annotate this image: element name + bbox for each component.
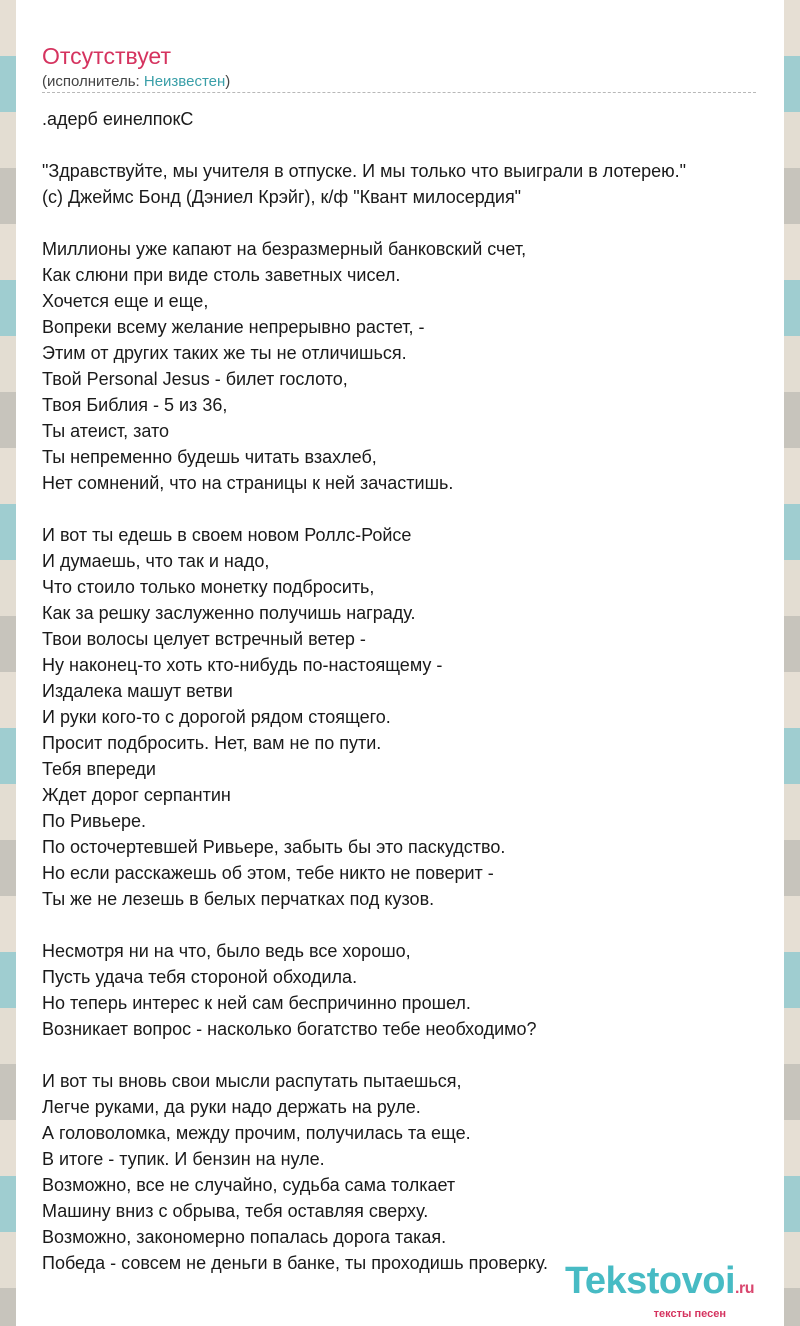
lyric-line: Вопреки всему желание непрерывно растет, -: [42, 317, 425, 337]
stanza: [42, 106, 782, 132]
lyric-line: И вот ты едешь в своем новом Роллс-Ройсе: [42, 525, 412, 545]
stanza: [42, 1068, 782, 1276]
logo-brand: Tekstovoi: [564, 1260, 736, 1302]
stanza-gap: [42, 912, 782, 938]
lyrics-page-card: [16, 0, 784, 1326]
lyric-line: Возможно, все не случайно, судьба сама толкает: [42, 1175, 456, 1195]
lyric-line: Но теперь интерес к ней сам беспричинно прошел.: [42, 993, 471, 1013]
lyric-line: Ждет дорог серпантин: [42, 785, 231, 805]
artist-line: [42, 72, 230, 92]
logo-tld: .ru: [735, 1280, 754, 1297]
lyric-line: Возникает вопрос - насколько богатство тебе необходимо?: [42, 1019, 537, 1039]
stanza-gap: [42, 132, 782, 158]
lyric-line: Что стоило только монетку подбросить,: [42, 577, 375, 597]
lyric-line: Ты атеист, зато: [42, 421, 170, 441]
lyric-line: "Здравствуйте, мы учителя в отпуске. И мы только что выиграли в лотерею.": [42, 161, 687, 181]
lyric-line: А головоломка, между прочим, получилась та еще.: [42, 1123, 471, 1143]
lyric-line: Ну наконец-то хоть кто-нибудь по-настоящему -: [42, 655, 443, 675]
artist-suffix: ): [225, 73, 231, 90]
lyric-line: Тебя впереди: [42, 759, 156, 779]
lyric-line: Миллионы уже капают на безразмерный банковский счет,: [42, 239, 527, 259]
artist-prefix: (исполнитель:: [42, 73, 144, 90]
header-divider: [42, 92, 756, 93]
stanza: [42, 938, 782, 1042]
stanza: [42, 158, 782, 210]
stanza-gap: [42, 496, 782, 522]
lyric-line: В итоге - тупик. И бензин на нуле.: [42, 1149, 325, 1169]
lyric-line: (с) Джеймс Бонд (Дэниел Крэйг), к/ф "Квант милосердия": [42, 187, 522, 207]
lyric-line: Несмотря ни на что, было ведь все хорошо,: [42, 941, 411, 961]
tekstovoi-logo[interactable]: [565, 1262, 754, 1320]
lyrics-text: [42, 106, 782, 1276]
lyric-line: Как за решку заслуженно получишь награду.: [42, 603, 416, 623]
lyric-line: Ты непременно будешь читать взахлеб,: [42, 447, 377, 467]
lyric-line: Ты же не лезешь в белых перчатках под кузов.: [42, 889, 435, 909]
lyric-line: И руки кого-то с дорогой рядом стоящего.: [42, 707, 391, 727]
lyric-line: Этим от других таких же ты не отличишься.: [42, 343, 407, 363]
stanza-gap: [42, 1042, 782, 1068]
lyric-line: Возможно, закономерно попалась дорога такая.: [42, 1227, 447, 1247]
lyric-line: Издалека машут ветви: [42, 681, 233, 701]
song-title: Отсутствует: [42, 43, 171, 69]
lyric-line: Твои волосы целует встречный ветер -: [42, 629, 366, 649]
lyric-line: И думаешь, что так и надо,: [42, 551, 270, 571]
lyric-line: .адерб еинелпокС: [42, 109, 194, 129]
lyric-line: Пусть удача тебя стороной обходила.: [42, 967, 358, 987]
logo-tagline: тексты песен: [653, 1308, 726, 1320]
lyric-line: Просит подбросить. Нет, вам не по пути.: [42, 733, 382, 753]
lyric-line: Легче руками, да руки надо держать на руле.: [42, 1097, 421, 1117]
lyric-line: И вот ты вновь свои мысли распутать пытаешься,: [42, 1071, 462, 1091]
stanza: [42, 522, 782, 912]
lyric-line: Хочется еще и еще,: [42, 291, 209, 311]
artist-link[interactable]: Неизвестен: [143, 73, 226, 90]
lyric-line: По Ривьере.: [42, 811, 146, 831]
stanza: [42, 236, 782, 496]
lyric-line: Нет сомнений, что на страницы к ней зачастишь.: [42, 473, 454, 493]
lyric-line: Машину вниз с обрыва, тебя оставляя сверху.: [42, 1201, 429, 1221]
lyric-line: Как слюни при виде столь заветных чисел.: [42, 265, 401, 285]
lyric-line: Но если расскажешь об этом, тебе никто не поверит -: [42, 863, 494, 883]
lyric-line: Твой Personal Jesus - билет гослото,: [42, 369, 348, 389]
lyric-line: По осточертевшей Ривьере, забыть бы это паскудство.: [42, 837, 506, 857]
lyric-line: Победа - совсем не деньги в банке, ты проходишь проверку.: [42, 1253, 549, 1273]
lyric-line: Твоя Библия - 5 из 36,: [42, 395, 228, 415]
stanza-gap: [42, 210, 782, 236]
